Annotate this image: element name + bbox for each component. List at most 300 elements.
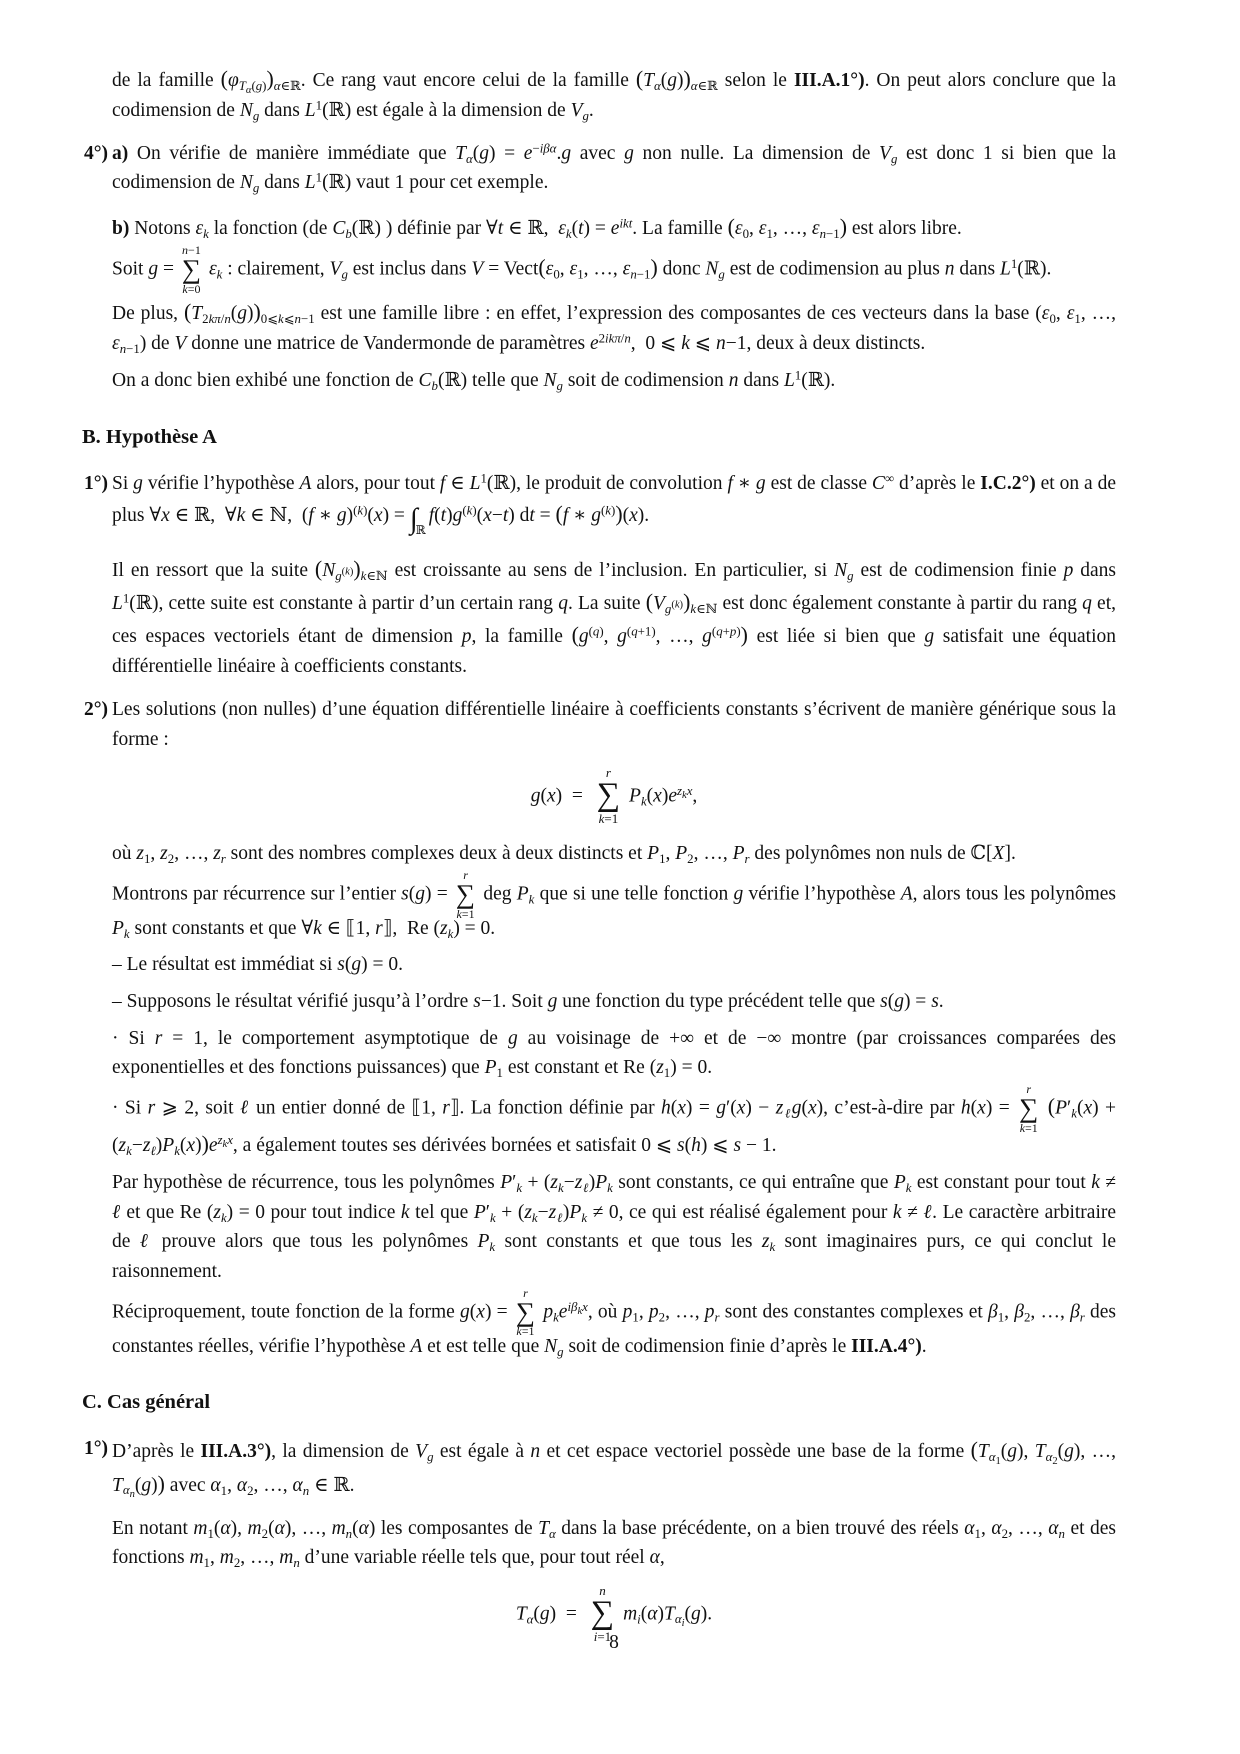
math-variable: ε	[1066, 303, 1075, 325]
math-variable: A	[410, 1335, 423, 1357]
math-span: ∑	[590, 1595, 615, 1632]
math-variable: ε	[195, 218, 204, 240]
subscript: Tα(g)	[238, 78, 267, 97]
subscript: 0	[553, 267, 560, 282]
math-variable: T	[515, 1603, 527, 1625]
display-equation: $T_\alpha(g)$ = n ∑ i=1 $m_i(\alpha)T_{\alpha_i}(g)$.	[515, 1582, 713, 1644]
math-variable: h	[960, 1097, 971, 1119]
math-variable: g	[894, 990, 904, 1012]
math-variable: T	[455, 142, 466, 164]
item-number: 1°)	[84, 1438, 109, 1460]
math-variable: x	[1083, 1097, 1093, 1119]
math-variable: g	[791, 1097, 802, 1119]
subscript	[718, 268, 724, 282]
math-variable: h	[661, 1097, 671, 1119]
math-variable: P	[629, 785, 641, 807]
math-variable: q	[558, 592, 568, 614]
math-span: k=1	[516, 1324, 535, 1339]
subscript: 1	[766, 226, 773, 241]
math-variable: i	[593, 1628, 598, 1644]
subscript: 1	[659, 851, 666, 866]
math-variable: T	[538, 1517, 549, 1539]
math-variable: z	[524, 1201, 532, 1223]
subscript	[303, 1483, 309, 1497]
math-variable: z	[548, 1201, 557, 1223]
math-variable: k	[216, 267, 223, 282]
math-variable: T	[977, 1441, 989, 1463]
math-variable: e	[589, 333, 599, 355]
subscript	[516, 1181, 522, 1195]
math-span: (	[1047, 1094, 1056, 1119]
math-span: k=0	[182, 282, 201, 297]
math-variable: g	[133, 472, 143, 494]
paragraph: Soit g = n−1 ∑ k=0 $\varepsilon_k$ : clairement, $V_g$ est inclus dans $V = Vect(\varepsilon_0$, $\varepsilon_1$, …, $\varepsilon_{n-1}$) donc $N_g$ est de codimension au plus n dans $L^1(ℝ)$.	[112, 243, 1052, 297]
subscript: 2kπ/n	[202, 312, 231, 327]
math-variable: n	[530, 1441, 541, 1463]
math-variable: α	[236, 1474, 248, 1496]
math-variable: k	[489, 1240, 496, 1255]
math-variable: kπ	[208, 312, 221, 327]
math-variable: N	[239, 172, 253, 194]
math-span: )	[683, 589, 691, 614]
superscript: −iβα	[532, 141, 557, 156]
math-variable: e	[610, 218, 620, 240]
math-variable: e	[668, 785, 677, 807]
superscript: (q+1)	[626, 624, 656, 639]
subscript	[427, 1450, 433, 1464]
math-variable: β	[988, 1301, 998, 1323]
paragraph: – Supposons le résultat vérifié jusqu’à l’ordre s−1. Soit g une fonction du type précédent telle que s(g) = s.	[112, 990, 944, 1012]
math-variable: s	[677, 1134, 685, 1156]
math-variable: n	[129, 1489, 135, 1501]
math-variable: V	[652, 592, 665, 614]
math-variable: α	[690, 78, 698, 93]
math-variable: k	[360, 568, 367, 583]
superscript: 2ikπ/n	[598, 332, 631, 347]
subscript	[566, 227, 572, 241]
math-variable: k	[905, 1180, 912, 1195]
math-variable: k	[528, 892, 535, 907]
subscript	[556, 1211, 563, 1225]
math-variable: k	[769, 1240, 776, 1255]
math-variable: α	[991, 1517, 1002, 1539]
subscript	[558, 1181, 564, 1195]
math-variable: r	[442, 1097, 450, 1119]
math-variable: z	[775, 1097, 784, 1119]
math-variable: m	[193, 1517, 208, 1539]
superscript: (k)	[462, 504, 477, 519]
math-variable: iβα	[539, 141, 557, 156]
math-variable: k	[456, 906, 462, 921]
math-variable: g	[561, 142, 572, 164]
math-span: )	[266, 67, 274, 91]
subscript	[174, 1144, 180, 1158]
math-variable: k	[123, 926, 130, 941]
math-variable: e	[558, 1301, 568, 1323]
subscript	[988, 1450, 1001, 1468]
list-item	[84, 1434, 1116, 1501]
math-span: k=1	[456, 906, 475, 921]
paragraph: Il en ressort que la suite $(N_{g^{(k)}})_{k\in ℕ}$ est croissante au sens de l’inclusion. En particulier, si $N_g$ est de codimension finie p dans $L^1(ℝ)$, cette suite est constante à partir d’un certain rang q. La suite $(V_{g^{(k)}})_{k\in ℕ}$ est donc également constante à partir du rang q et, ces espaces vectoriels étant de dimension p, la famille ($g^{(q)}$, $g^{(q+1)}$, …, $g^{(q+p)}$) est liée si bien que g satisfait une équation différentielle linéaire à coefficients constants.	[112, 556, 1117, 678]
math-variable: g	[755, 472, 766, 494]
subscript: 2	[261, 1526, 269, 1541]
math-variable: g	[702, 626, 712, 648]
math-variable: P	[647, 843, 660, 865]
math-variable: x	[546, 785, 556, 807]
subscript	[582, 109, 588, 123]
math-variable: V	[174, 333, 187, 355]
paragraph: · Si r ⩾ 2, soit ℓ un entier donné de ⟦1, r⟧. La fonction définie par $h(x) = g'(x) - z_\ell g(x)$, c’est-à-dire par h(x) = r ∑ k=1 $(P'_k(x) + (z_k-z_\ell)P_k(x))e^{z_kx}$, a également toutes ses dérivées bornées et satisfait 0 ⩽ s(h) ⩽ s − 1.	[112, 1081, 1117, 1158]
math-variable: k	[174, 1143, 180, 1158]
subscript: 2	[1052, 1456, 1058, 1468]
subscript: 2	[247, 1483, 254, 1498]
math-variable: β	[1070, 1301, 1080, 1323]
math-variable: N	[543, 370, 557, 392]
bold-reference: a)	[112, 142, 129, 164]
math-variable: n	[182, 243, 189, 258]
math-variable: i	[681, 1618, 685, 1630]
math-variable: g	[624, 142, 634, 164]
math-variable: T	[112, 1474, 123, 1496]
subscript	[745, 852, 750, 866]
math-variable: C	[871, 472, 885, 494]
math-variable: k	[490, 1210, 496, 1225]
math-variable: g	[667, 70, 677, 91]
subscript: 2	[1001, 1526, 1009, 1541]
math-variable: n	[119, 342, 127, 357]
math-variable: L	[304, 100, 316, 122]
subscript	[346, 1527, 352, 1541]
subscript	[335, 566, 354, 583]
page-number: 8	[609, 1632, 619, 1653]
math-variable: g	[335, 568, 342, 583]
math-variable: p	[543, 1301, 554, 1323]
math-variable: g	[479, 142, 489, 164]
math-variable: α	[220, 1517, 231, 1539]
subscript	[641, 794, 647, 808]
subscript: 2	[658, 1309, 666, 1324]
superscript: 1	[1010, 257, 1018, 272]
math-variable: V	[879, 142, 891, 164]
math-variable: α	[526, 1612, 534, 1627]
math-variable: α	[988, 1450, 996, 1465]
superscript: 1	[794, 368, 802, 383]
math-span: (	[314, 556, 323, 581]
math-variable: z	[656, 1057, 664, 1079]
math-variable: s	[931, 990, 939, 1012]
math-variable: n	[302, 1483, 310, 1498]
math-variable: α	[292, 1474, 303, 1496]
section-heading: C. Cas général	[82, 1391, 211, 1414]
superscript: (q)	[588, 624, 604, 639]
subscript: k∈ℕ	[690, 601, 718, 616]
math-variable: g	[847, 568, 854, 583]
math-variable: g	[716, 1097, 726, 1119]
math-span: ∑	[596, 777, 621, 814]
subscript	[664, 599, 684, 616]
list-item	[84, 695, 1116, 754]
paragraph: D’après le III.A.3°), la dimension de $V_g$ est égale à n et cet espace vectoriel possède une base de la forme ($T_{\alpha_1}(g)$, $T_{\alpha_2}(g)$, …, $T_{\alpha_n}(g)$) avec $\alpha_1$, $\alpha_2$, …, $\alpha_n$ ∈ ℝ.	[112, 1438, 1116, 1501]
math-variable: k	[598, 810, 605, 826]
item-number: 4°)	[84, 142, 109, 164]
math-variable: N	[834, 559, 848, 581]
subscript: 1	[974, 1526, 981, 1541]
math-variable: P	[732, 843, 745, 865]
math-variable: k	[447, 926, 454, 941]
math-variable: k	[553, 1309, 559, 1324]
subscript	[715, 1310, 720, 1324]
math-variable: α	[274, 1517, 285, 1539]
superscript: (k)	[353, 504, 368, 519]
math-variable: x	[653, 785, 662, 807]
math-variable: k	[640, 794, 647, 809]
math-span: ∑	[1019, 1093, 1039, 1124]
math-variable: k	[690, 601, 697, 616]
math-span: )	[157, 1471, 165, 1496]
math-span: )	[615, 502, 623, 527]
subscript	[253, 109, 259, 123]
paragraph: b) Notons $\varepsilon_k$ la fonction (de $C_b(ℝ)$ ) définie par ∀t ∈ ℝ, $\varepsilon_k(t) = e^{ikt}$. La famille ($\varepsilon_0$, $\varepsilon_1$, …, $\varepsilon_{n-1}$) est alors libre.	[112, 215, 962, 241]
subscript: 2	[687, 851, 694, 866]
math-variable: r	[1026, 1081, 1032, 1096]
math-variable: k	[1071, 1106, 1077, 1121]
subscript: 1	[995, 1456, 1001, 1468]
subscript	[466, 152, 473, 166]
math-variable: m	[247, 1517, 262, 1539]
math-variable: L	[469, 472, 481, 494]
subscript: b	[345, 226, 352, 241]
math-variable: n	[293, 1556, 300, 1571]
math-variable: g	[718, 267, 725, 282]
math-variable: n	[1058, 1526, 1065, 1541]
subscript	[682, 1618, 685, 1629]
math-variable: g	[591, 505, 601, 527]
math-variable: k	[220, 1210, 227, 1225]
math-variable: n	[599, 1582, 606, 1598]
math-variable: r	[1079, 1309, 1085, 1324]
math-variable: α	[466, 151, 473, 166]
bold-reference: III.A.4°)	[851, 1335, 922, 1357]
subscript	[906, 1181, 912, 1195]
math-variable: n	[624, 332, 631, 347]
math-variable: α	[358, 1517, 369, 1539]
math-variable: k	[182, 282, 188, 297]
math-variable: x	[629, 505, 638, 527]
math-variable: α	[273, 78, 281, 93]
paragraph: Les solutions (non nulles) d’une équation différentielle linéaire à coefficients constants s’écrivent de manière générique sous la forme :	[112, 698, 1116, 750]
math-variable: T	[191, 303, 203, 325]
math-variable: p	[622, 1301, 633, 1323]
math-variable: α	[654, 78, 661, 93]
math-variable: g	[1064, 1441, 1074, 1463]
paragraph: de la famille $(\varphi_{T_\alpha(g)})_{\alpha\in ℝ}$. Ce rang vaut encore celui de la famille $(T_\alpha(g))_{\alpha\in ℝ}$ selon le III.A.1°). On peut alors conclure que la codimension de $N_g$ dans $L^1(ℝ)$ est égale à la dimension de $V_g$.	[112, 67, 1117, 124]
math-variable: k	[222, 1139, 228, 1151]
math-variable: f	[428, 505, 435, 527]
math-span: )	[839, 215, 847, 240]
math-variable: P	[569, 1201, 582, 1223]
math-variable: ℓ	[556, 1210, 563, 1225]
math-variable: s	[733, 1134, 742, 1156]
math-variable: z	[213, 1201, 221, 1223]
subscript	[448, 927, 454, 941]
subscript	[1045, 1450, 1058, 1468]
math-variable: m	[279, 1547, 294, 1569]
subscript	[221, 852, 226, 866]
math-variable: P	[675, 843, 688, 865]
math-variable: α	[245, 85, 252, 97]
math-variable: ℓ	[783, 1106, 792, 1121]
math-variable: N	[322, 559, 336, 581]
subscript	[557, 1344, 563, 1358]
math-variable: g	[890, 151, 898, 166]
math-variable: P	[112, 917, 124, 939]
math-span: k=1	[1019, 1120, 1038, 1135]
math-span: (	[184, 300, 192, 325]
subscript: 1	[632, 1309, 639, 1324]
math-variable: P	[1055, 1097, 1067, 1119]
math-variable: r	[154, 1027, 163, 1049]
math-variable: ε	[734, 218, 743, 240]
math-variable: k	[466, 504, 473, 519]
math-variable: p	[704, 1301, 715, 1323]
superscript: 1	[122, 591, 130, 606]
subscript: 2	[1023, 1309, 1031, 1324]
math-variable: z	[136, 843, 144, 865]
math-span: (	[727, 215, 735, 240]
subscript	[150, 1144, 155, 1158]
math-variable: k	[203, 226, 209, 241]
subscript	[126, 1144, 132, 1158]
subscript	[581, 1211, 587, 1225]
summation-operator	[456, 869, 475, 921]
math-variable: x	[686, 784, 693, 799]
math-variable: α	[210, 1474, 221, 1496]
math-variable: t	[440, 505, 447, 527]
math-variable: V	[570, 100, 583, 122]
math-variable: n	[224, 312, 231, 327]
math-variable: x	[373, 505, 383, 527]
math-variable: m	[189, 1547, 204, 1569]
math-variable: r	[744, 851, 750, 866]
math-variable: g	[664, 601, 672, 616]
math-variable: g	[578, 626, 589, 648]
subscript: 2	[233, 1556, 241, 1571]
math-variable: z	[574, 1172, 583, 1194]
math-variable: r	[605, 765, 611, 781]
math-variable: k	[236, 505, 246, 527]
math-span: )	[201, 1131, 209, 1156]
math-variable: z	[160, 843, 168, 865]
bold-reference: b)	[112, 218, 130, 240]
math-variable: g	[237, 303, 248, 325]
math-variable: P	[473, 1201, 486, 1223]
math-variable: P	[162, 1134, 175, 1156]
superscript: 1	[315, 98, 323, 113]
subscript	[122, 1483, 135, 1501]
math-variable: z	[440, 917, 448, 939]
math-variable: k	[400, 1201, 410, 1223]
math-variable: e	[523, 142, 533, 164]
math-variable: V	[471, 258, 484, 280]
math-variable: L	[783, 370, 795, 392]
item-number: 1°)	[84, 472, 109, 494]
math-variable: P	[484, 1057, 497, 1079]
subscript: 1	[496, 1066, 503, 1081]
subscript: b	[431, 378, 438, 393]
paragraph: Réciproquement, toute fonction de la forme g(x) = r ∑ k=1 $p_ke^{i\beta_kx}$, où $p_1$, $p_2$, …, $p_r$ sont des constantes complexes et $\beta_1$, $\beta_2$, …, $\beta_r$ des constantes réelles, vérifie l’hypothèse A et est telle que $N_g$ soit de codimension finie d’après le III.A.4°).	[112, 1285, 1117, 1359]
math-span: (	[645, 589, 653, 614]
subscript: 1	[207, 1526, 214, 1541]
superscript: (k)	[601, 504, 616, 519]
math-variable: V	[329, 258, 342, 280]
math-variable: t	[529, 505, 535, 527]
math-span: (	[555, 502, 563, 527]
math-variable: s	[473, 990, 481, 1012]
math-variable: L	[999, 258, 1011, 280]
subscript	[221, 1211, 227, 1225]
superscript	[567, 1299, 588, 1317]
paragraph: Montrons par récurrence sur l’entier s(g) = r ∑ k=1 deg $P_k$ que si une telle fonction g vérifie l’hypothèse A, alors tous les polynômes $P_k$ sont constants et que ∀k ∈ ⟦1, r⟧, Re $(z_k) = 0$.	[112, 867, 1116, 941]
subscript	[1071, 1106, 1077, 1120]
math-variable: ε	[1041, 303, 1050, 325]
summation-operator	[516, 1287, 535, 1339]
subscript	[1080, 1310, 1085, 1324]
math-variable: k	[577, 1305, 583, 1317]
math-variable: x	[161, 505, 170, 527]
math-variable: p	[729, 624, 737, 639]
math-variable: P	[477, 1231, 490, 1253]
math-variable: A	[299, 472, 312, 494]
math-variable: k	[278, 312, 284, 327]
math-variable: k	[126, 1143, 132, 1158]
superscript: 1	[315, 171, 323, 186]
math-variable: P	[516, 883, 529, 905]
math-variable: α	[1045, 1450, 1053, 1465]
math-variable: ε	[545, 258, 554, 280]
math-variable: z	[217, 1133, 223, 1148]
math-span: ∑	[181, 254, 202, 285]
subscript: 1	[577, 267, 584, 282]
display-equation: g(x) = r ∑ k=1 $P_k(x)e^{z_kx}$,	[530, 765, 698, 826]
math-span: )	[353, 556, 361, 581]
math-variable: g	[341, 267, 348, 282]
math-variable: k	[565, 226, 572, 241]
math-span: ∑	[515, 1296, 536, 1327]
math-variable: ε	[569, 258, 578, 280]
subscript	[607, 1181, 613, 1195]
paragraph: En notant $m_1(\alpha)$, $m_2(\alpha)$, …, $m_n(\alpha)$ les composantes de $T_\alpha$ dans la base précédente, on a bien trouvé des réels $\alpha_1$, $\alpha_2$, …, $\alpha_n$ et des fonctions $m_1$, $m_2$, …, $m_n$ d’une variable réelle tels que, pour tout réel α,	[112, 1517, 1117, 1571]
math-variable: z	[761, 1231, 770, 1253]
subscript: 1	[220, 1483, 228, 1498]
math-variable: g	[336, 505, 347, 527]
math-variable: p	[1063, 559, 1074, 581]
bold-reference: III.A.3°)	[200, 1441, 272, 1463]
math-variable: T	[1034, 1441, 1046, 1463]
math-span: )	[740, 623, 748, 648]
document-body	[82, 56, 1117, 1657]
section-heading: B. Hypothèse A	[82, 425, 217, 448]
superscript	[619, 217, 632, 231]
math-variable: P	[595, 1172, 608, 1194]
math-variable: x	[582, 1299, 588, 1314]
subscript	[490, 1211, 496, 1225]
math-variable: T	[643, 70, 654, 91]
math-variable: ε	[112, 333, 120, 355]
math-variable: k	[531, 1210, 538, 1225]
superscript	[676, 784, 693, 802]
math-variable: n	[630, 267, 637, 282]
math-variable: r	[220, 851, 226, 866]
